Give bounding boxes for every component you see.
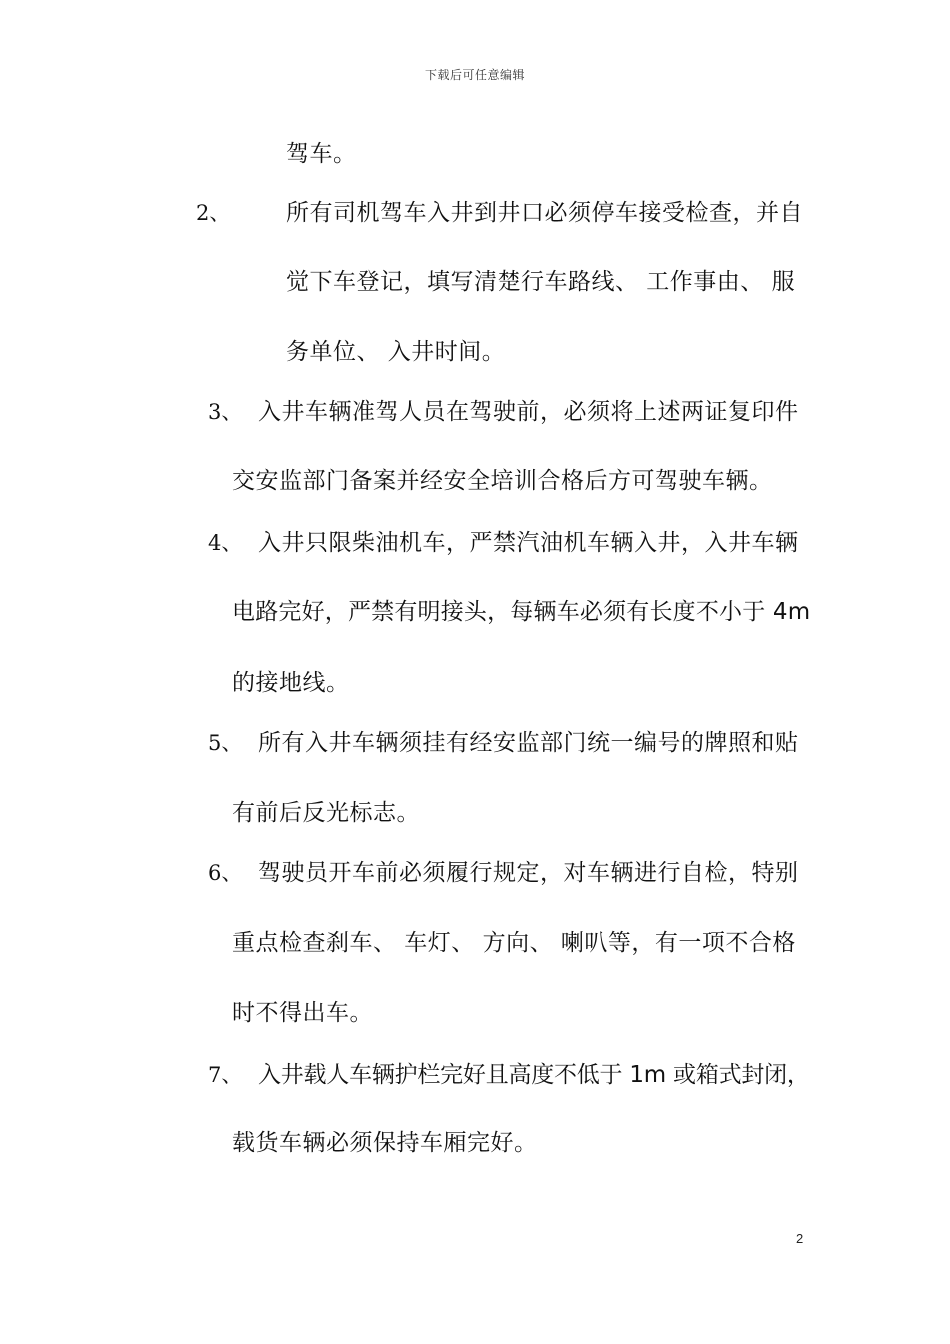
list-number: 4、 [208,531,243,555]
paragraph-line: 重点检查刹车、 车灯、 方向、 喇叭等，有一项不合格 [232,930,796,956]
paragraph-line: 驾车。 [286,141,357,167]
list-number: 7、 [208,1063,243,1087]
list-number: 6、 [208,861,243,885]
paragraph-line: 觉下车登记，填写清楚行车路线、 工作事由、 服 [286,269,796,295]
paragraph-line: 入井只限柴油机车，严禁汽油机车辆入井，入井车辆 [258,530,799,556]
page-header: 下载后可任意编辑 [424,68,525,82]
paragraph-line: 有前后反光标志。 [232,800,420,826]
paragraph-line: 所有司机驾车入井到井口必须停车接受检查，并自 [286,200,803,226]
paragraph-line: 驾驶员开车前必须履行规定，对车辆进行自检，特别 [258,860,799,886]
paragraph-line: 的接地线。 [232,670,350,696]
paragraph-line: 务单位、 入井时间。 [286,339,506,365]
list-number: 5、 [208,731,243,755]
list-number: 3、 [208,400,243,424]
paragraph-line: 入井载人车辆护栏完好且高度不低于 1m 或箱式封闭， [258,1062,810,1088]
list-number: 2、 [196,201,231,225]
page-number: 2 [796,1231,804,1246]
paragraph-line: 电路完好，严禁有明接头，每辆车必须有长度不小于 4m [232,599,811,625]
paragraph-line: 入井车辆准驾人员在驾驶前，必须将上述两证复印件 [258,399,799,425]
paragraph-line: 载货车辆必须保持车厢完好。 [232,1130,538,1156]
paragraph-line: 交安监部门备案并经安全培训合格后方可驾驶车辆。 [232,468,773,494]
paragraph-line: 所有入井车辆须挂有经安监部门统一编号的牌照和贴 [258,730,799,756]
paragraph-line: 时不得出车。 [232,1000,373,1026]
